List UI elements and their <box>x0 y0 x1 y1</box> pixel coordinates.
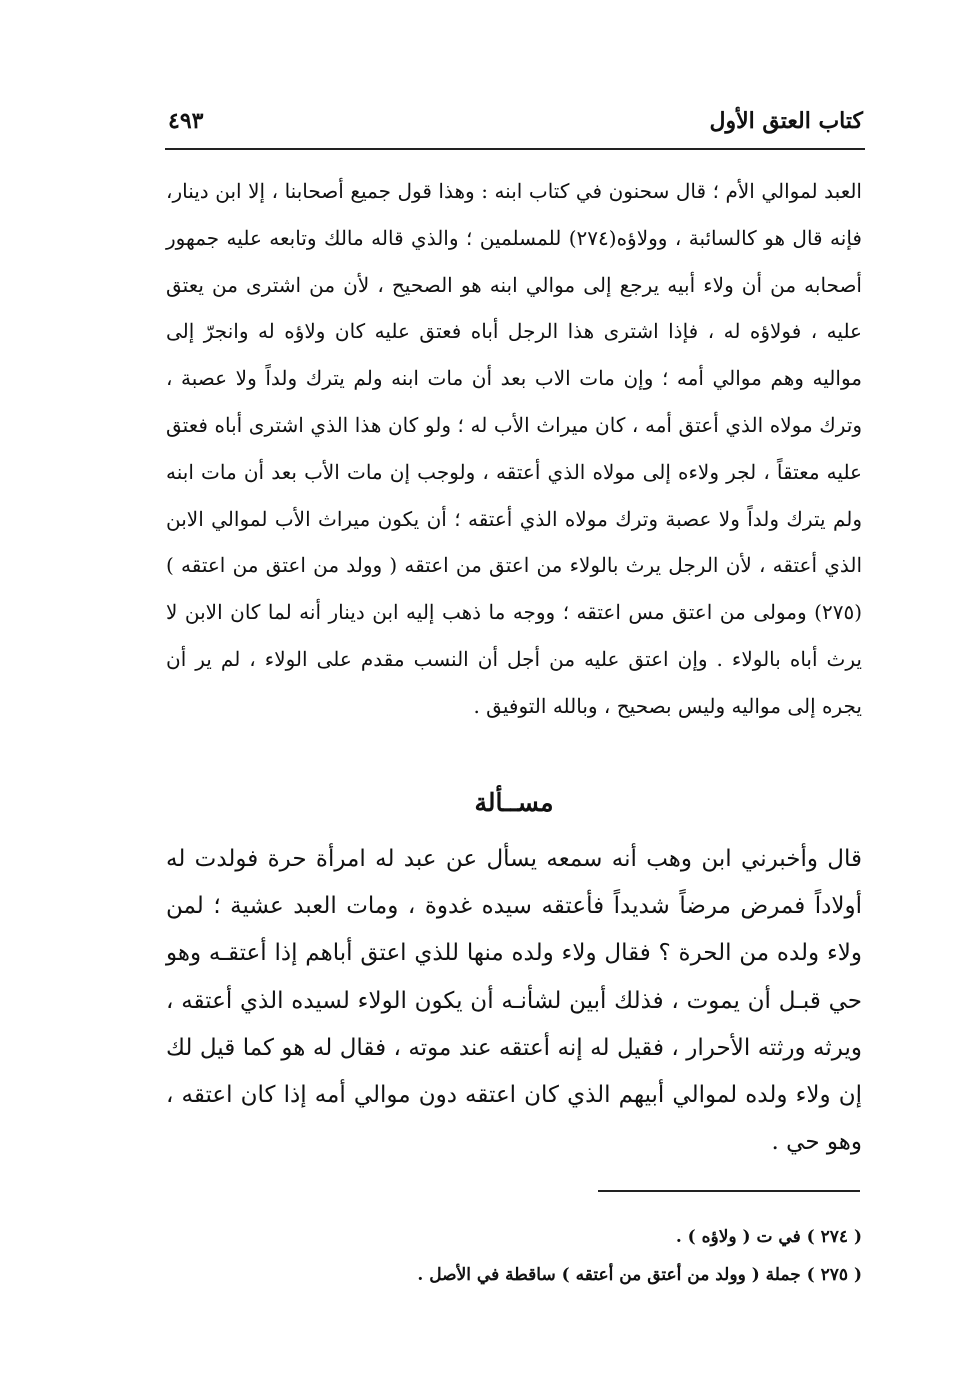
page-header <box>168 104 863 148</box>
footnote-275: ( ٢٧٥ ) جملة ( وولد من أعتق من أعتقه ) ساقطة في الأصل . <box>417 1265 862 1285</box>
running-title: كتاب العتق الأول <box>709 108 863 134</box>
footnote-274: ( ٢٧٤ ) في ت ( ولاؤه ) . <box>675 1227 862 1247</box>
page-number: ٤٩٣ <box>168 108 204 134</box>
body-paragraph-1: العبد لموالي الأم ؛ قال سحنون في كتاب ابنه : وهذا قول جميع أصحابنا ، إلا ابن دينار، فإنه قال هو كالسائبة ، وولاؤه(٢٧٤) للمسلمين ؛ والذي قاله مالك وتابعه عليه جمهور أصحابه من أن ولاء أبيه يرجع إلى موالي ابنه هو الصحيح ، لأن من اشترى من يعتق عليه ، فولاؤه له ، فإذا اشترى هذا الرجل أباه فعتق عليه كان ولاؤه له وانجرّ إلى مواليه وهم موالي أمه ؛ وإن مات الاب بعد أن مات ابنه ولم يترك ولداً ولا عصبة ، وترك مولاه الذي أعتق أمه ، كان ميراث الأب له ؛ ولو كان هذا الذي اشترى أباه فعتق عليه معتقاً ، لجر ولاءه إلى مولاه الذي أعتقه ، ولوجب إن مات الأب بعد أن مات ابنه ولم يترك ولداً ولا عصبة وترك مولاه الذي أعتقه ؛ أن يكون ميراث الأب لموالي الابن الذي أعتقه ، لأن الرجل يرث بالولاء من اعتق من اعتقه ( وولد من اعتق من اعتقه )(٢٧٥) ومولى من اعتق مس اعتقه ؛ ووجه ما ذهب إليه ابن دينار أنه لما كان الابن لا يرث أباه بالولاء . وإن اعتق عليه من أجل أن النسب مقدم على الولاء ، لم ير أن يجره إلى مواليه وليس بصحيح ، وبالله التوفيق . <box>166 179 863 718</box>
body-paragraph-1-block <box>166 168 862 730</box>
body-paragraph-2-block <box>166 836 862 1166</box>
footnote-rule <box>598 1190 860 1192</box>
body-paragraph-2: قال وأخبرني ابن وهب أنه سمعه يسأل عن عبد له امرأة حرة فولدت له أولاداً فمرض مرضاً شديداً فأعتقه سيده غدوة ، ومات العبد عشية ؛ لمن ولاء ولده من الحرة ؟ فقال ولاء ولده منها للذي اعتق أباهم إذا أعتقـه وهو حي قبـل أن يموت ، فذلك أبين لشأنـه أن يكون الولاء لسيده الذي أعتقه ، ويرثه ورثته الأحرار ، فقيل له إنه أعتقه عند موته ، فقال له هو كما قيل لك إن ولاء ولده لموالي أبيهم الذي كان اعتقه دون موالي أمه إذا كان اعتقه ، وهو حي . <box>166 846 862 1156</box>
header-rule <box>165 148 865 150</box>
footnotes <box>166 1218 862 1294</box>
section-heading: مســألة <box>474 788 554 817</box>
